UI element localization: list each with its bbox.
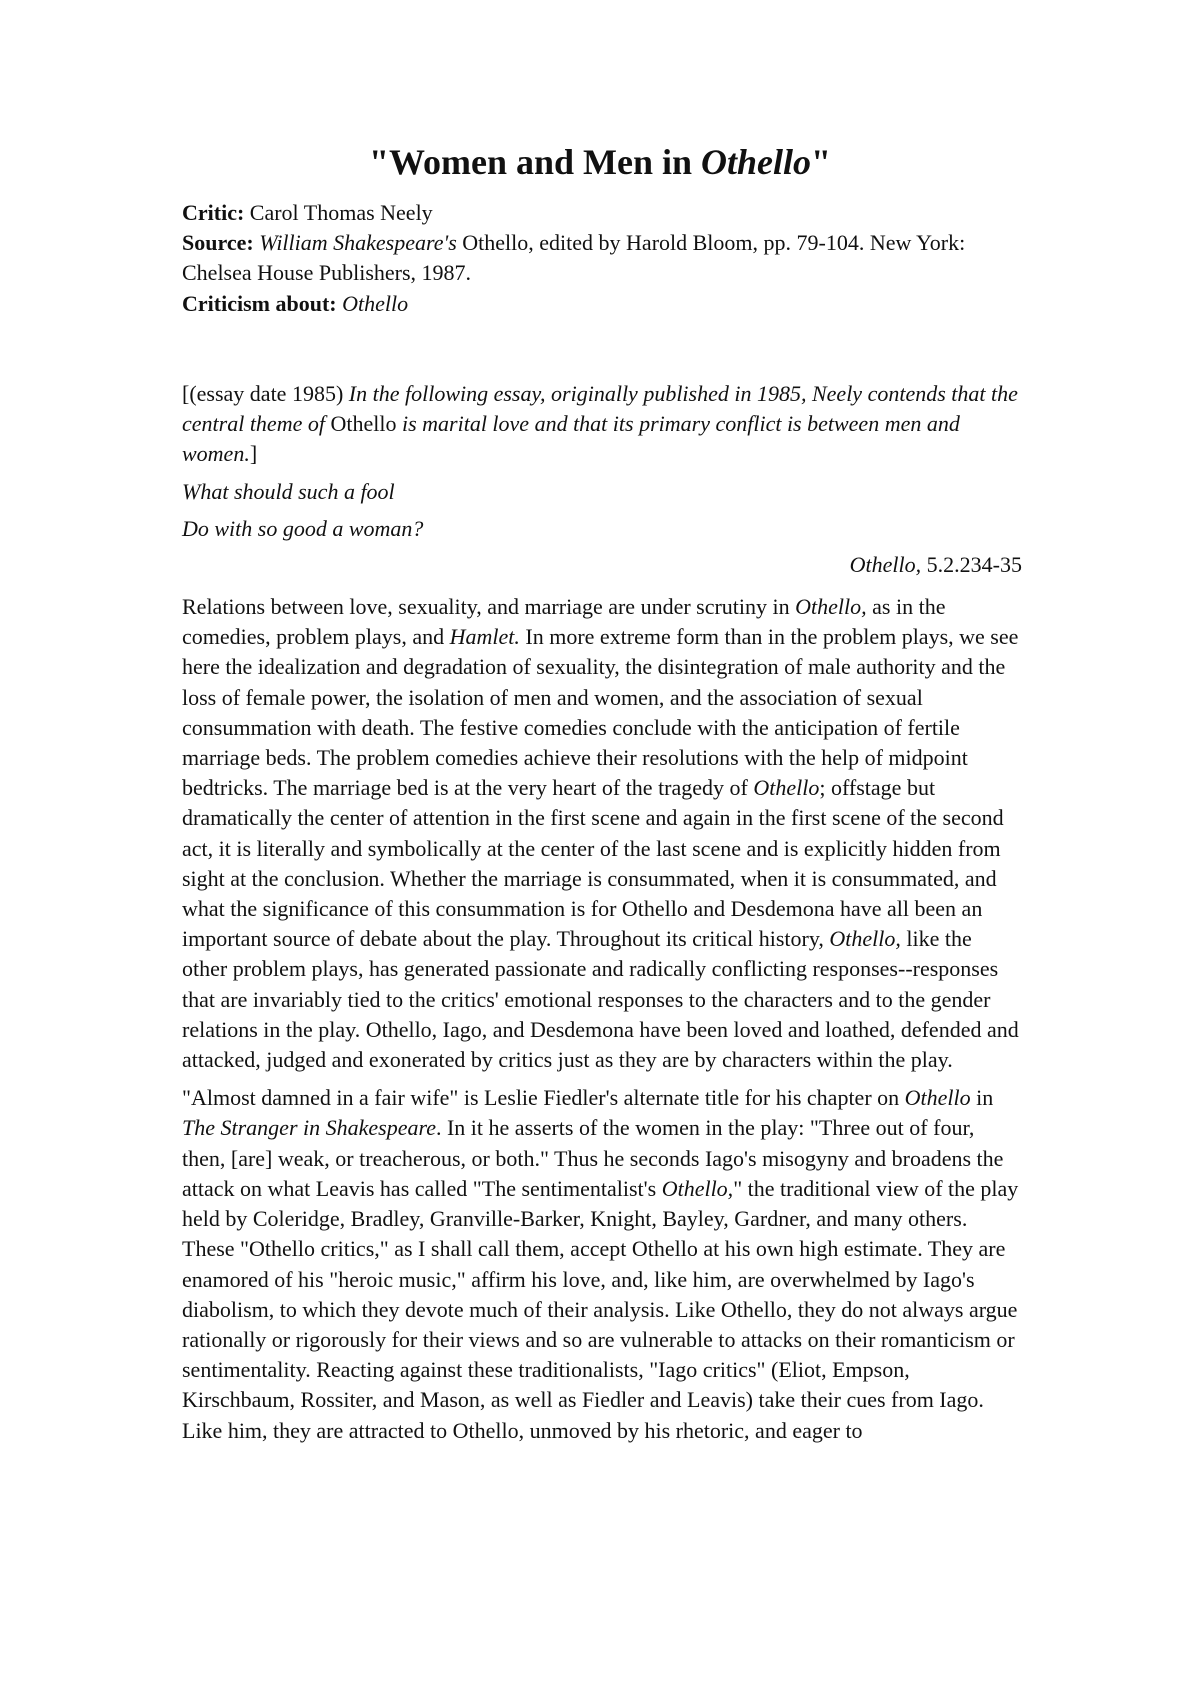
intro-open: [(essay date 1985) <box>182 380 349 406</box>
p2-text-4: " the traditional view of the play held by Coleridge, Bradley, Granville-Barker, Knight, Bayley, Gardner, and many others. These "Othello critics," as I shall call them, accept Othello at his own high estimate. They are enamored of his "heroic music," affirm his love, and, like him, are overwhelmed by Iago's diabolism, to which they devote much of their analysis. Like Othello, they do not always argue rationally or rigorously for their views and so are vulnerable to attacks on their romanticism or sentimentality. Reacting against these traditionalists, "Iago critics" (Eliot, Empson, Kirschbaum, Rossiter, and Mason, as well as Fiedler and Leavis) take their cues from Iago. Like him, they are attracted to Othello, unmoved by his rhetoric, and eager to <box>182 1175 1019 1443</box>
intro-note <box>182 379 1022 470</box>
source-label: Source: <box>182 230 254 256</box>
source-italic: William Shakespeare's <box>259 230 457 256</box>
p2-italic-1: Othello <box>904 1085 971 1111</box>
intro-plain: Othello <box>330 411 397 437</box>
title-quote-close: " <box>811 142 832 182</box>
title-italic-work: Othello <box>701 142 812 182</box>
article-body <box>182 198 1022 1446</box>
p1-italic-4: Othello, <box>829 926 901 952</box>
criticism-about-label: Criticism about: <box>182 290 337 316</box>
p2-italic-2: The Stranger in Shakespeare <box>182 1115 436 1141</box>
p2-italic-3: Othello, <box>661 1175 734 1201</box>
epigraph-line-2: Do with so good a woman? <box>182 515 424 541</box>
source-line <box>182 228 1022 288</box>
critic-value: Carol Thomas Neely <box>244 200 433 225</box>
p2-text-3: . In it he asserts of the women in the play: "Three out of four, then, [are] weak, or treacherous, or both." Thus he seconds Iago's misogyny and broadens the attack on what Leavis has called "The sentimentalist's <box>182 1115 1004 1201</box>
p1-text-2: as in the comedies, problem plays, and <box>182 594 946 650</box>
p1-italic-1: Othello, <box>795 594 867 620</box>
page-title <box>0 140 1200 184</box>
p1-text-1: Relations between love, sexuality, and marriage are under scrutiny in <box>182 594 796 620</box>
critic-line <box>182 198 1022 228</box>
criticism-about-line <box>182 289 1022 319</box>
intro-close: ] <box>249 441 258 467</box>
body-paragraph-2 <box>182 1083 1022 1445</box>
title-quote-open: " <box>368 142 389 182</box>
epigraph-citation <box>182 550 1022 580</box>
critic-label: Critic: <box>182 200 245 225</box>
epigraph-cite-work: Othello, <box>849 551 922 577</box>
title-main: Women and Men in <box>388 142 702 182</box>
p1-text-3: In more extreme form than in the problem plays, we see here the idealization and degradation of sexuality, the disintegration of male authority and the loss of female power, the isolation of men and women, and the association of sexual consummation with death. The festive comedies conclude with the anticipation of fertile marriage beds. The problem comedies achieve their resolutions with the help of midpoint bedtricks. The marriage bed is at the very heart of the tragedy of <box>182 624 1019 801</box>
p2-text-1: "Almost damned in a fair wife" is Leslie Fiedler's alternate title for his chapter on <box>182 1085 905 1111</box>
intro-italic-a: In the following essay, originally published in 1985, Neely contends that the central theme of <box>182 380 1018 437</box>
p1-italic-2: Hamlet. <box>449 624 520 650</box>
epigraph-cite-ref: 5.2.234-35 <box>921 551 1022 577</box>
p2-text-2: in <box>970 1085 994 1111</box>
criticism-about-value: Othello <box>342 290 409 316</box>
intro-italic-b: is marital love and that its primary conflict is between men and women. <box>182 411 960 467</box>
body-paragraph-1 <box>182 592 1022 1075</box>
source-value: Othello, edited by Harold Bloom, pp. 79-104. New York: Chelsea House Publishers, 1987. <box>182 230 966 286</box>
p1-text-5: like the other problem plays, has generated passionate and radically conflicting responses--responses that are invariably tied to the critics' emotional responses to the characters and to the gender relations in the play. Othello, Iago, and Desdemona have been loved and loathed, defended and attacked, judged and exonerated by critics just as they are by characters within the play. <box>182 926 1019 1073</box>
epigraph-line-1: What should such a fool <box>182 479 395 505</box>
p1-text-4: ; offstage but dramatically the center of attention in the first scene and again in the first scene of the second act, it is literally and symbolically at the center of the last scene and is explicitly hidden from sight at the conclusion. Whether the marriage is consummated, when it is consummated, and what the significance of this consummation is for Othello and Desdemona have all been an important source of debate about the play. Throughout its critical history, <box>182 775 1004 952</box>
p1-italic-3: Othello <box>753 775 820 801</box>
